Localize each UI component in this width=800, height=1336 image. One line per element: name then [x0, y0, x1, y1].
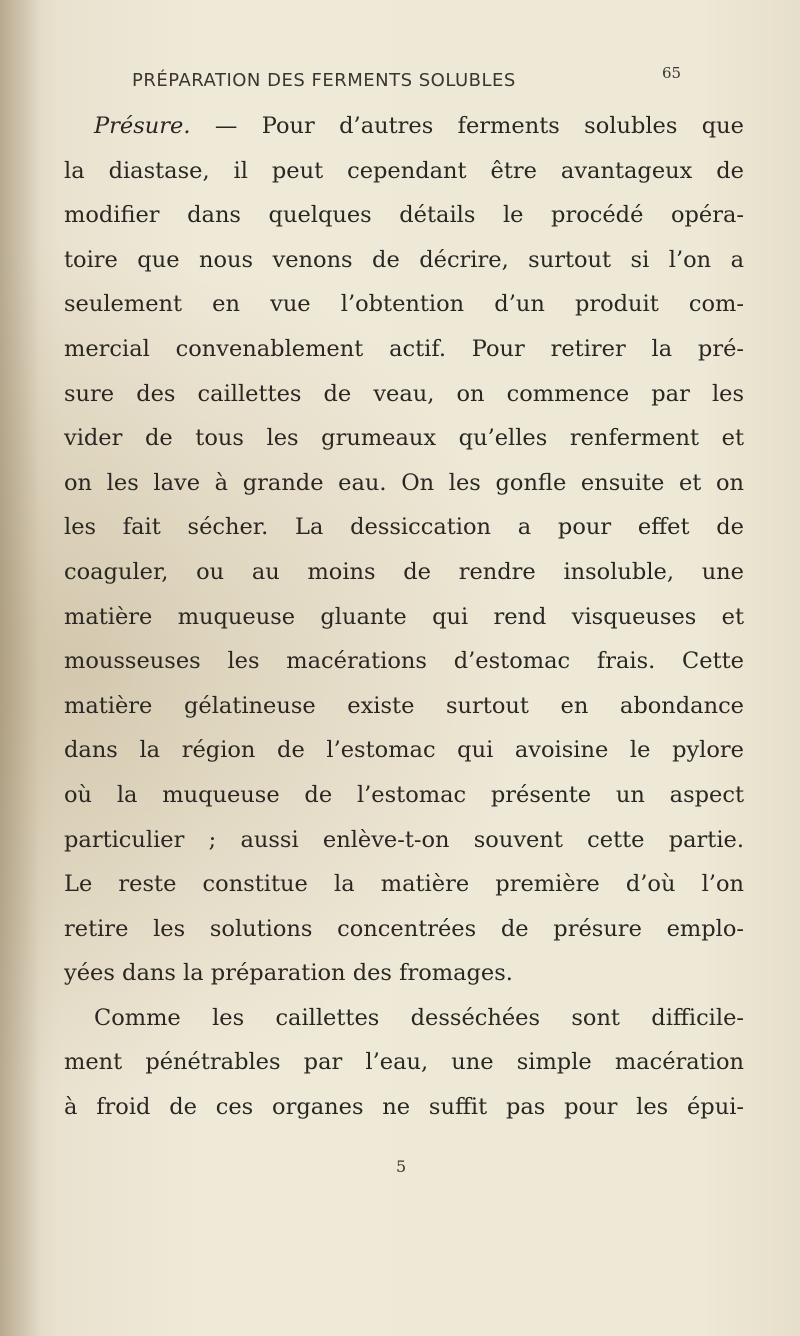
text-line: mercial convenablement actif. Pour retirer la pré- — [64, 335, 744, 362]
text-line: toire que nous venons de décrire, surtout si l’on a — [64, 246, 744, 273]
text-line: yées dans la préparation des fromages. — [64, 960, 513, 987]
text-line-content: — Pour d’autres ferments solubles que — [190, 113, 744, 139]
text-line: Comme les caillettes desséchées sont difficile- — [94, 1004, 744, 1031]
text-line: particulier ; aussi enlève-t-on souvent cette partie. — [64, 826, 744, 853]
text-line: les fait sécher. La dessiccation a pour effet de — [64, 514, 744, 541]
text-line: ment pénétrables par l’eau, une simple macération — [64, 1049, 744, 1076]
text-line: dans la région de l’estomac qui avoisine le pylore — [64, 737, 744, 764]
text-line: à froid de ces organes ne suffit pas pour les épui- — [64, 1094, 744, 1121]
text-line: on les lave à grande eau. On les gonfle ensuite et on — [64, 469, 744, 496]
text-line: matière gélatineuse existe surtout en abondance — [64, 692, 744, 719]
body-text — [64, 104, 744, 1130]
text-line: mousseuses les macérations d’estomac frais. Cette — [64, 648, 744, 675]
text-line — [64, 104, 744, 149]
text-line: retire les solutions concentrées de présure emplo- — [64, 915, 744, 942]
text-line: modifier dans quelques détails le procédé opéra- — [64, 202, 744, 229]
text-line: vider de tous les grumeaux qu’elles renferment et — [64, 425, 744, 452]
text-line: où la muqueuse de l’estomac présente un aspect — [64, 781, 744, 808]
signature-mark: 5 — [396, 1157, 407, 1176]
page-number: 65 — [662, 64, 682, 82]
text-line: sure des caillettes de veau, on commence par les — [64, 380, 744, 407]
running-head: PRÉPARATION DES FERMENTS SOLUBLES — [132, 70, 516, 91]
text-line: la diastase, il peut cependant être avantageux de — [64, 157, 744, 184]
text-line: matière muqueuse gluante qui rend visqueuses et — [64, 603, 744, 630]
text-line: coaguler, ou au moins de rendre insoluble, une — [64, 558, 744, 585]
text-line: Le reste constitue la matière première d’où l’on — [64, 871, 744, 898]
section-heading: Présure. — [94, 113, 191, 139]
text-line: seulement en vue l’obtention d’un produit com- — [64, 291, 744, 318]
page-gutter-shadow — [0, 0, 40, 1336]
